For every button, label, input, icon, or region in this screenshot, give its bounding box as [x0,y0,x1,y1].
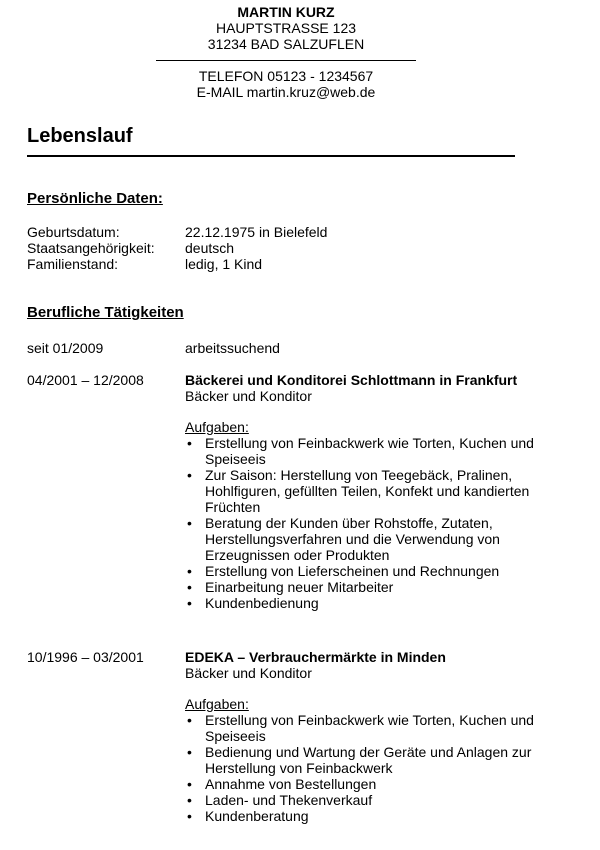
task-text: Beratung der Kunden über Rohstoffe, Zutaten, Herstellungsverfahren und die Verwendung von Erzeugnissen oder Produkten [205,515,500,563]
task-text: Kundenbedienung [205,595,319,611]
task-text: Laden- und Thekenverkauf [205,792,373,808]
bullet-icon: • [187,776,192,792]
street-address: HAUPTSTRASSE 123 [215,20,357,36]
letterhead-divider [156,60,416,61]
personal-label: Familienstand: [27,256,119,272]
bullet-icon: • [187,435,192,451]
bullet-icon: • [187,792,192,808]
email-address: E-MAIL martin.kruz@web.de [196,84,376,100]
bullet-icon: • [187,579,192,595]
employer-name: Bäckerei und Konditorei Schlottmann in Frankfurt [185,372,518,388]
applicant-name: MARTIN KURZ [237,4,335,20]
task-text: Erstellung von Feinbackwerk wie Torten, Kuchen und Speiseeis [205,712,534,744]
personal-label: Staatsangehörigkeit: [27,240,155,256]
job-details [185,649,565,824]
contact-block [0,68,572,100]
career-current-status: arbeitssuchend [185,340,280,356]
document-title: Lebenslauf [27,125,133,147]
tasks-list [185,712,565,824]
task-item [185,563,540,579]
task-text: Erstellung von Lieferscheinen und Rechnungen [205,563,500,579]
career-heading: Berufliche Tätigkeiten [27,304,184,321]
task-text: Erstellung von Feinbackwerk wie Torten, Kuchen und Speiseeis [205,435,534,467]
task-text: Zur Saison: Herstellung von Teegebäck, Pralinen, Hohlfiguren, gefüllten Teilen, Konfekt und kandierten Früchten [205,467,530,515]
bullet-icon: • [187,808,192,824]
city-address: 31234 BAD SALZUFLEN [207,36,365,52]
bullet-icon: • [187,595,192,611]
task-text: Annahme von Bestellungen [205,776,377,792]
career-period: 04/2001 – 12/2008 [27,372,144,388]
task-item [185,579,540,595]
task-item [185,435,540,467]
tasks-label: Aufgaben: [185,696,249,712]
career-period: 10/1996 – 03/2001 [27,649,144,665]
personal-value: 22.12.1975 in Bielefeld [185,224,328,240]
job-details [185,372,565,611]
task-item [185,792,540,808]
career-period: seit 01/2009 [27,340,104,356]
task-text: Kundenberatung [205,808,309,824]
task-item [185,776,540,792]
bullet-icon: • [187,744,192,760]
task-text: Bedienung und Wartung der Geräte und Anlagen zur Herstellung von Feinbackwerk [205,744,532,776]
personal-label: Geburtsdatum: [27,224,120,240]
bullet-icon: • [187,515,192,531]
task-item [185,712,540,744]
task-item [185,467,540,515]
job-role: Bäcker und Konditor [185,388,312,404]
personal-data-heading: Persönliche Daten: [27,190,163,207]
task-item [185,808,540,824]
employer-name: EDEKA – Verbrauchermärkte in Minden [185,649,446,665]
personal-value: deutsch [185,240,235,256]
task-item [185,595,540,611]
phone-number: TELEFON 05123 - 1234567 [198,68,374,84]
task-item [185,515,540,563]
letterhead [0,4,572,52]
personal-value: ledig, 1 Kind [185,256,263,272]
task-item [185,744,540,776]
bullet-icon: • [187,712,192,728]
tasks-list [185,435,565,611]
bullet-icon: • [187,467,192,483]
task-text: Einarbeitung neuer Mitarbeiter [205,579,394,595]
bullet-icon: • [187,563,192,579]
title-divider [27,155,515,157]
job-role: Bäcker und Konditor [185,665,312,681]
tasks-label: Aufgaben: [185,419,249,435]
